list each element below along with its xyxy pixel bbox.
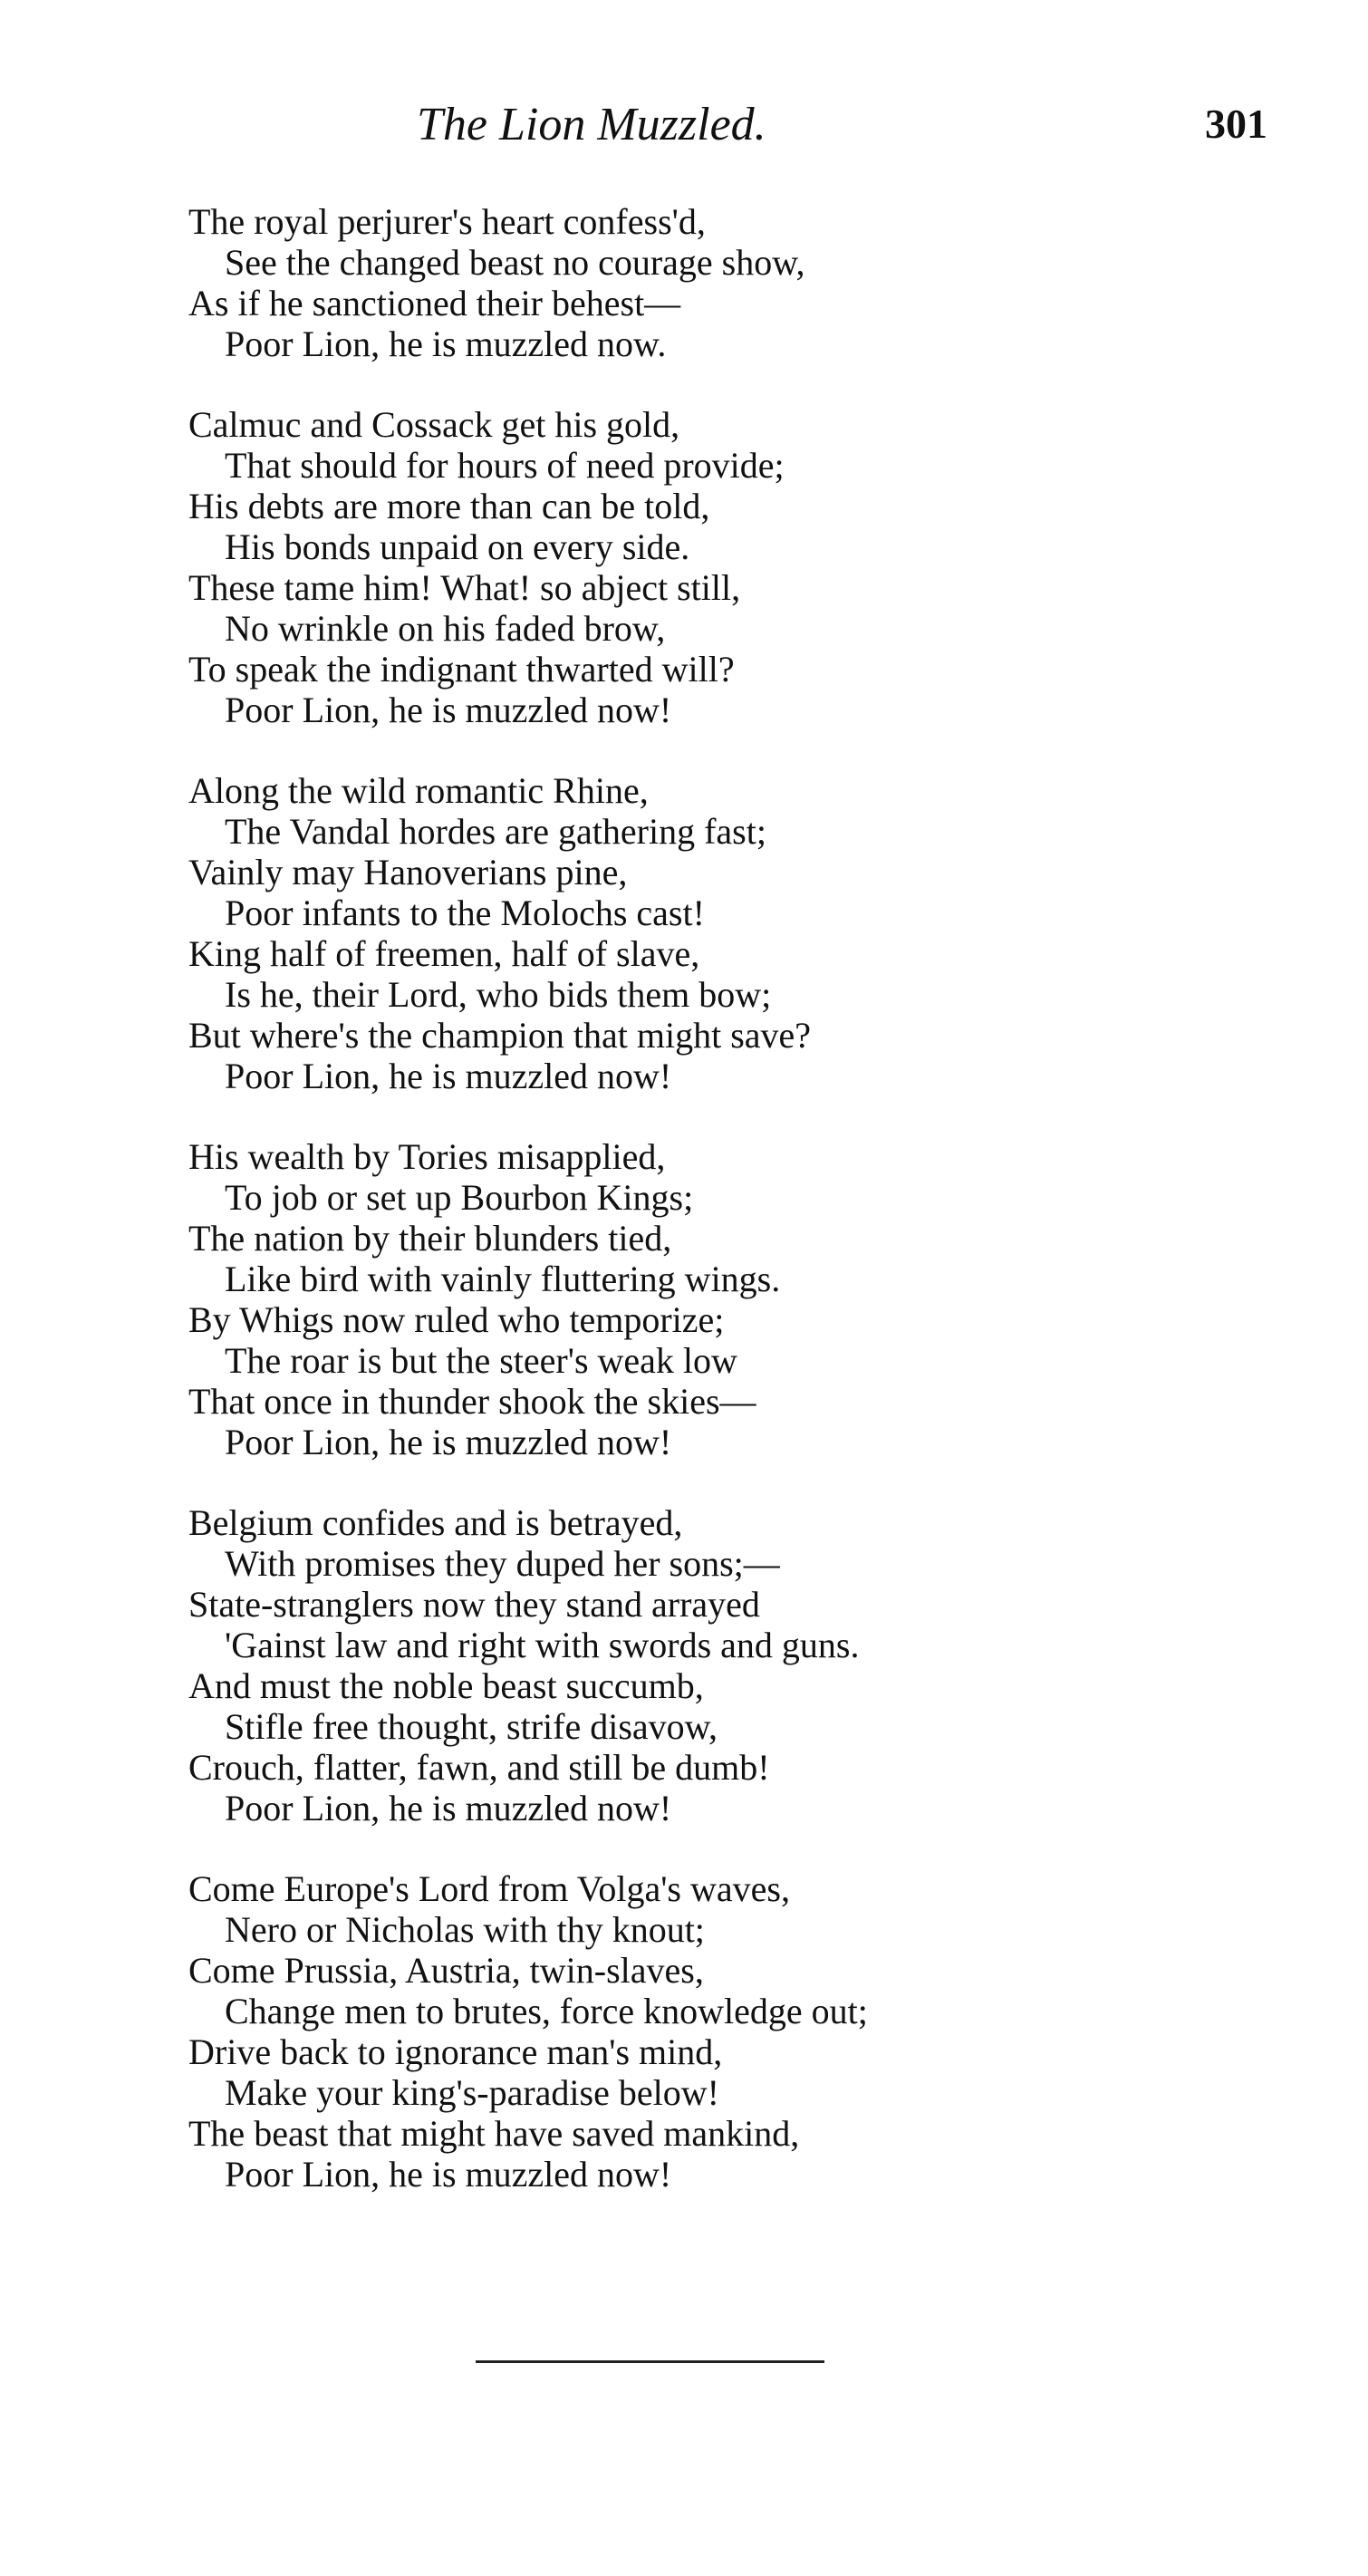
poem-line: Belgium confides and is betrayed, bbox=[188, 1502, 683, 1543]
poem-line: Poor Lion, he is muzzled now! bbox=[225, 1056, 672, 1096]
poem-line: But where's the champion that might save? bbox=[188, 1015, 812, 1056]
poem-line: Poor Lion, he is muzzled now. bbox=[225, 323, 667, 364]
poem-line: 'Gainst law and right with swords and guns. bbox=[225, 1625, 860, 1665]
poem-line: Crouch, flatter, fawn, and still be dumb! bbox=[188, 1747, 770, 1788]
stanza bbox=[188, 1502, 1185, 1828]
poem-line: The roar is but the steer's weak low bbox=[225, 1340, 737, 1381]
poem-line: His bonds unpaid on every side. bbox=[225, 526, 690, 567]
poem-line: With promises they duped her sons;— bbox=[225, 1543, 780, 1584]
poem-line: Nero or Nicholas with thy knout; bbox=[225, 1909, 705, 1950]
stanza bbox=[188, 201, 1185, 364]
poem-body bbox=[188, 201, 1185, 2234]
poem-line: Make your king's-paradise below! bbox=[225, 2072, 719, 2113]
poem-line: King half of freemen, half of slave, bbox=[188, 933, 700, 974]
poem-line: Poor Lion, he is muzzled now! bbox=[225, 690, 672, 730]
poem-line: Vainly may Hanoverians pine, bbox=[188, 852, 628, 892]
stanza bbox=[188, 1136, 1185, 1462]
poem-line: The beast that might have saved mankind, bbox=[188, 2113, 800, 2154]
poem-line: See the changed beast no courage show, bbox=[225, 242, 805, 283]
poem-line: Is he, their Lord, who bids them bow; bbox=[225, 974, 772, 1015]
poem-line: Come Prussia, Austria, twin-slaves, bbox=[188, 1950, 704, 1991]
poem-line: Like bird with vainly fluttering wings. bbox=[225, 1259, 781, 1299]
poem-line: His debts are more than can be told, bbox=[188, 486, 710, 526]
poem-line: That should for hours of need provide; bbox=[225, 445, 785, 486]
poem-line: No wrinkle on his faded brow, bbox=[225, 608, 666, 649]
poem-line: The Vandal hordes are gathering fast; bbox=[225, 811, 766, 852]
poem-line: That once in thunder shook the skies— bbox=[188, 1381, 756, 1422]
poem-line: Change men to brutes, force knowledge out; bbox=[225, 1991, 868, 2031]
poem-line: State-stranglers now they stand arrayed bbox=[188, 1584, 760, 1625]
running-title: The Lion Muzzled. bbox=[417, 99, 766, 150]
stanza bbox=[188, 770, 1185, 1096]
poem-line: The nation by their blunders tied, bbox=[188, 1218, 672, 1259]
poem-line: To speak the indignant thwarted will? bbox=[188, 649, 735, 690]
poem-line: Poor Lion, he is muzzled now! bbox=[225, 1422, 672, 1462]
poem-line: These tame him! What! so abject still, bbox=[188, 567, 741, 608]
poem-line: Calmuc and Cossack get his gold, bbox=[188, 404, 680, 445]
poem-line: As if he sanctioned their behest— bbox=[188, 283, 681, 323]
poem-line: His wealth by Tories misapplied, bbox=[188, 1136, 666, 1177]
poem-line: Drive back to ignorance man's mind, bbox=[188, 2031, 723, 2072]
page-number: 301 bbox=[1205, 101, 1267, 147]
poem-line: The royal perjurer's heart confess'd, bbox=[188, 201, 706, 242]
poem-line: By Whigs now ruled who temporize; bbox=[188, 1299, 725, 1340]
poem-line: Poor Lion, he is muzzled now! bbox=[225, 2154, 672, 2195]
poem-line: Along the wild romantic Rhine, bbox=[188, 770, 649, 811]
poem-line: Stifle free thought, strife disavow, bbox=[225, 1706, 718, 1747]
poem-line: Come Europe's Lord from Volga's waves, bbox=[188, 1868, 790, 1909]
poem-line: And must the noble beast succumb, bbox=[188, 1665, 704, 1706]
end-rule bbox=[476, 2360, 824, 2363]
poem-line: Poor Lion, he is muzzled now! bbox=[225, 1788, 672, 1828]
poem-line: Poor infants to the Molochs cast! bbox=[225, 892, 705, 933]
stanza bbox=[188, 1868, 1185, 2195]
stanza bbox=[188, 404, 1185, 730]
poem-line: To job or set up Bourbon Kings; bbox=[225, 1177, 694, 1218]
